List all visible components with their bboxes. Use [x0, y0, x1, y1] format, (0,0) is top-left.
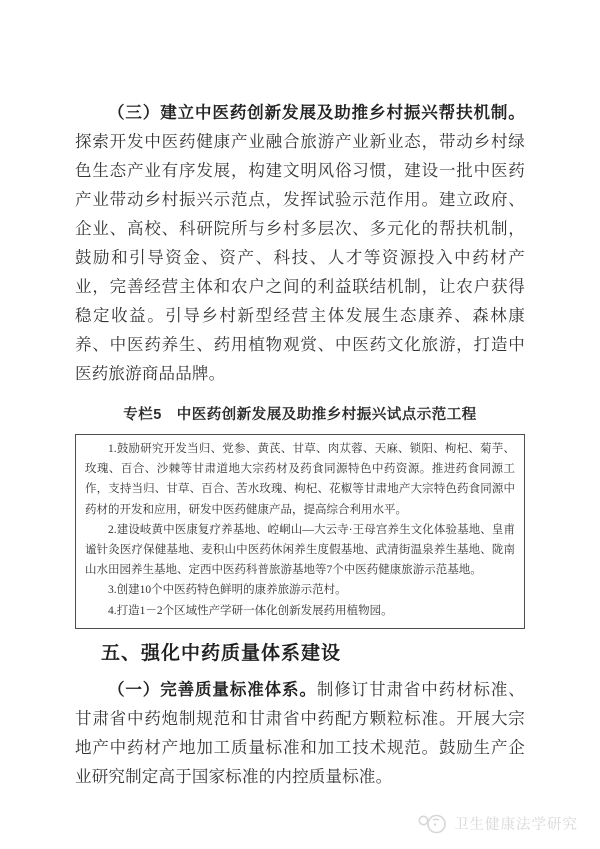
publisher-watermark — [417, 811, 578, 835]
panel-item-2: 2.建设岐黄中医康复疗养基地、崆峒山—大云寺·王母宫养生文化体验基地、皇甫谧针灸医疗保健基地、麦积山中医药休闲养生度假基地、武清街温泉养生基地、陇南山水田园养生基地、定西中医药科普旅游基地等7个中医药健康旅游示范基地。 — [85, 523, 515, 577]
panel-title-column5: 专栏5 中医药创新发展及助推乡村振兴试点示范工程 — [123, 407, 477, 423]
paragraph-body-text: 探索开发中医药健康产业融合旅游产业新业态，带动乡村绿色生态产业有序发展，构建文明风俗习惯，建设一批中医药产业带动乡村振兴示范点，发挥试验示范作用。建立政府、企业、高校、科研院所与乡村多层次、多元化的帮扶机制，鼓励和引导资金、资产、科技、人才等资源投入中药材产业，完善经营主体和农户之间的利益联结机制，让农户获得稳定收益。引导乡村新型经营主体发展生态康养、森林康养、中医药养生、药用植物观赏、中医药文化旅游，打造中医药旅游商品品牌。 — [75, 132, 525, 383]
publisher-logo-icon — [417, 811, 447, 835]
paragraph-lead-bold: （三）建立中医药创新发展及助推乡村振兴帮扶机制。 — [108, 103, 525, 122]
watermark-label: 卫生健康法学研究 — [454, 816, 578, 833]
paragraph-lead-bold: （一）完善质量标准体系。 — [108, 679, 317, 699]
panel-item-1: 1.鼓励研究开发当归、党参、黄芪、甘草、肉苁蓉、天麻、锁阳、枸杞、菊芋、玫瑰、百合、沙棘等甘肃道地大宗药材及药食同源特色中药资源。推进药食同源工作，支持当归、甘草、百合、苦水玫瑰、枸杞、花椒等甘肃地产大宗特色药食同源中药材的开发和应用，研发中医药健康产品，提高综合利用水平。 — [85, 443, 515, 516]
paragraph-rural-revitalization — [75, 98, 525, 388]
document-content — [75, 0, 525, 791]
panel-column5-box — [75, 434, 525, 629]
panel-item-3: 3.创建10个中医药特色鲜明的康养旅游示范村。 — [108, 584, 347, 597]
panel-item-4: 4.打造1－2个区域性产学研一体化创新发展药用植物园。 — [108, 604, 393, 617]
paragraph-quality-standards — [75, 675, 525, 791]
section-heading-chapter5: 五、强化中药质量体系建设 — [101, 642, 342, 664]
paragraph-body-text: 制修订甘肃省中药材标准、甘肃省中药炮制规范和甘肃省中药配方颗粒标准。开展大宗地产中药材产地加工质量标准和加工技术规范。鼓励生产企业研究制定高于国家标准的内控质量标准。 — [75, 679, 526, 786]
